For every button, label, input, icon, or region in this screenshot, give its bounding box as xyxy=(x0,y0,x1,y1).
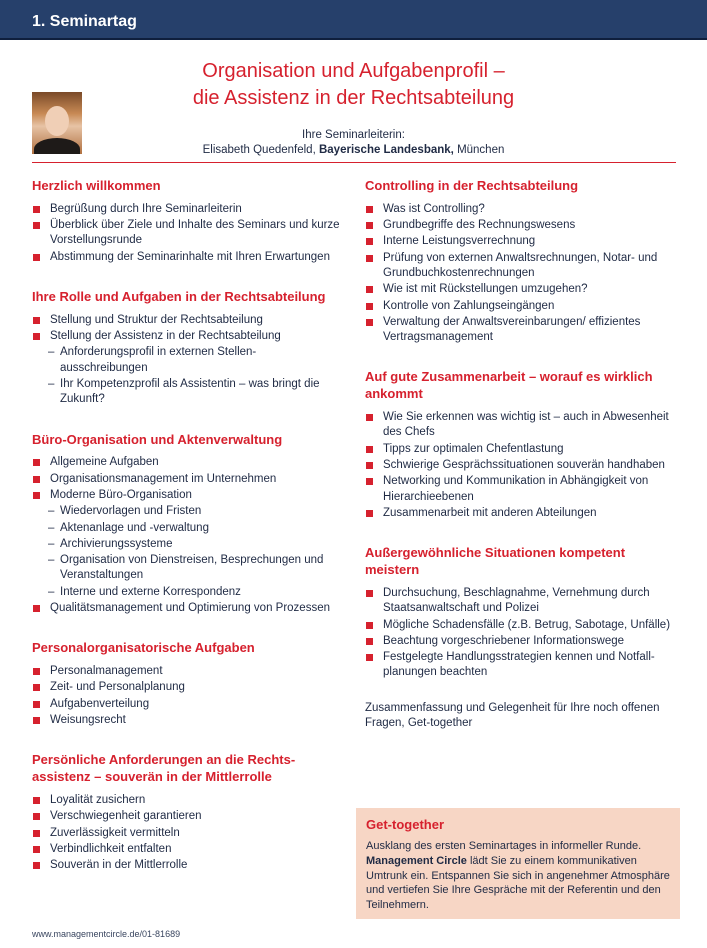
agenda-subitem: – Interne und externe Korrespondenz xyxy=(32,585,342,600)
agenda-section xyxy=(32,752,342,873)
agenda-subitem: – Wiedervorlagen und Fristen xyxy=(32,504,342,519)
page-title-line-1: Organisation und Aufgabenprofil – xyxy=(202,60,505,82)
agenda-item: Verschwiegenheit garantieren xyxy=(32,809,342,824)
agenda-item: Allgemeine Aufgaben xyxy=(32,455,342,470)
right-sections xyxy=(365,178,680,681)
lecturer-company: Bayerische Landesbank, xyxy=(318,143,454,156)
agenda-list xyxy=(32,793,342,873)
agenda-section xyxy=(32,640,342,728)
get-together-text xyxy=(366,839,670,912)
section-heading: Ihre Rolle und Aufgaben in der Rechtsabteilung xyxy=(32,289,326,305)
lecturer-city: München xyxy=(457,143,505,156)
agenda-item: Networking und Kommunikation in Abhängigkeit von Hierarchieebenen xyxy=(365,474,680,505)
get-together-heading: Get-together xyxy=(366,817,444,832)
section-heading: Persönliche Anforderungen an die Rechts-assistenz – souverän in der Mittlerrolle xyxy=(32,752,296,785)
agenda-list xyxy=(365,586,680,681)
agenda-subitem: – Organisation von Dienstreisen, Besprechungen und Veranstaltungen xyxy=(32,553,342,584)
agenda-item: Weisungsrecht xyxy=(32,713,342,728)
agenda-item: Prüfung von externen Anwaltsrechnungen, Notar- und Grundbuchkostenrechnungen xyxy=(365,251,680,282)
agenda-item: Zusammenarbeit mit anderen Abteilungen xyxy=(365,506,680,521)
agenda-item: Verbindlichkeit entfalten xyxy=(32,842,342,857)
agenda-item: Personalmanagement xyxy=(32,664,342,679)
agenda-subitem: – Ihr Kompetenzprofil als Assistentin – was bringt die Zukunft? xyxy=(32,377,342,408)
footer-url: www.managementcircle.de/01-81689 xyxy=(32,929,181,939)
agenda-section xyxy=(32,432,342,617)
agenda-item: Begrüßung durch Ihre Seminarleiterin xyxy=(32,202,342,217)
divider-rule xyxy=(32,162,676,163)
agenda-item: Überblick über Ziele und Inhalte des Seminars und kurze Vorstellungsrunde xyxy=(32,218,342,249)
agenda-item: Grundbegriffe des Rechnungswesens xyxy=(365,218,680,233)
agenda-item: Moderne Büro-Organisation xyxy=(32,488,342,503)
agenda-list xyxy=(32,455,342,616)
section-heading: Controlling in der Rechtsabteilung xyxy=(365,178,579,193)
agenda-item: Was ist Controlling? xyxy=(365,202,680,217)
agenda-item: Verwaltung der Anwaltsvereinbarungen/ effizientes Vertragsmanagement xyxy=(365,315,680,346)
agenda-section xyxy=(365,369,680,521)
lecturer-info xyxy=(150,128,557,158)
agenda-list xyxy=(365,202,680,346)
page-title xyxy=(80,58,627,112)
get-together-brand: Management Circle xyxy=(366,854,467,867)
agenda-list xyxy=(32,313,342,408)
agenda-item: Zuverlässigkeit vermitteln xyxy=(32,826,342,841)
page-title-line-2: die Assistenz in der Rechtsabteilung xyxy=(192,87,515,109)
agenda-subitem: – Aktenanlage und -verwaltung xyxy=(32,521,342,536)
agenda-item: Stellung und Struktur der Rechtsabteilung xyxy=(32,313,342,328)
agenda-list xyxy=(32,202,342,265)
lecturer-photo xyxy=(32,92,82,154)
header-bar xyxy=(0,0,707,40)
agenda-section xyxy=(32,289,342,408)
agenda-item: Qualitätsmanagement und Optimierung von Prozessen xyxy=(32,601,342,616)
get-together-box xyxy=(356,808,680,919)
seminar-day-label: 1. Seminartag xyxy=(32,13,137,30)
agenda-item: Aufgabenverteilung xyxy=(32,697,342,712)
lecturer-label: Ihre Seminarleiterin: xyxy=(302,129,405,141)
agenda-section xyxy=(365,178,680,345)
agenda-item: Mögliche Schadensfälle (z.B. Betrug, Sabotage, Unfälle) xyxy=(365,618,680,633)
agenda-item: Souverän in der Mittlerrolle xyxy=(32,858,342,873)
lecturer-name: Elisabeth Quedenfeld, xyxy=(202,143,316,156)
summary-text: Zusammenfassung und Gelegenheit für Ihre noch offenen Fragen, Get-together xyxy=(365,701,660,729)
right-column xyxy=(365,178,680,731)
agenda-item: Loyalität zusichern xyxy=(32,793,342,808)
agenda-item: Festgelegte Handlungsstrategien kennen und Notfall-planungen beachten xyxy=(365,650,680,681)
agenda-item: Schwierige Gesprächssituationen souverän handhaben xyxy=(365,458,680,473)
agenda-item: Organisationsmanagement im Unternehmen xyxy=(32,472,342,487)
agenda-section xyxy=(32,178,342,265)
get-together-line-1: Ausklang des ersten Seminartages in informeller Runde. xyxy=(366,840,642,853)
section-heading: Auf gute Zusammenarbeit – worauf es wirklich ankommt xyxy=(365,369,653,402)
agenda-section xyxy=(365,545,680,680)
agenda-item: Abstimmung der Seminarinhalte mit Ihren Erwartungen xyxy=(32,250,342,265)
lecturer-photo-face xyxy=(45,106,69,136)
get-together-line-2: lädt Sie zu einem kommunikativen Umtrunk ein. Entspannen Sie sich in angenehmer Atmosphäre und vertiefen Sie Ihre Gespräche mit der Referentin und den Teilnehmern. xyxy=(366,854,670,911)
agenda-item: Wie ist mit Rückstellungen umzugehen? xyxy=(365,282,680,297)
agenda-subitem: – Archivierungssysteme xyxy=(32,537,342,552)
left-column xyxy=(32,178,342,898)
lecturer-photo-shoulders xyxy=(34,138,80,154)
section-heading: Herzlich willkommen xyxy=(32,178,161,193)
agenda-item: Wie Sie erkennen was wichtig ist – auch in Abwesenheit des Chefs xyxy=(365,410,680,441)
agenda-item: Zeit- und Personalplanung xyxy=(32,680,342,695)
agenda-item: Kontrolle von Zahlungseingängen xyxy=(365,299,680,314)
agenda-list xyxy=(365,410,680,521)
agenda-subitem: – Anforderungsprofil in externen Stellen-ausschreibungen xyxy=(32,345,342,376)
agenda-item: Interne Leistungsverrechnung xyxy=(365,234,680,249)
agenda-item: Beachtung vorgeschriebener Informationswege xyxy=(365,634,680,649)
agenda-list xyxy=(32,664,342,728)
agenda-item: Stellung der Assistenz in der Rechtsabteilung xyxy=(32,329,342,344)
section-heading: Büro-Organisation und Aktenverwaltung xyxy=(32,431,283,447)
agenda-item: Tipps zur optimalen Chefentlastung xyxy=(365,442,680,457)
section-heading: Außergewöhnliche Situationen kompetent meistern xyxy=(365,545,626,578)
section-heading: Personalorganisatorische Aufgaben xyxy=(32,640,255,656)
agenda-item: Durchsuchung, Beschlagnahme, Vernehmung durch Staatsanwaltschaft und Polizei xyxy=(365,586,680,617)
lecturer-line xyxy=(150,143,557,158)
